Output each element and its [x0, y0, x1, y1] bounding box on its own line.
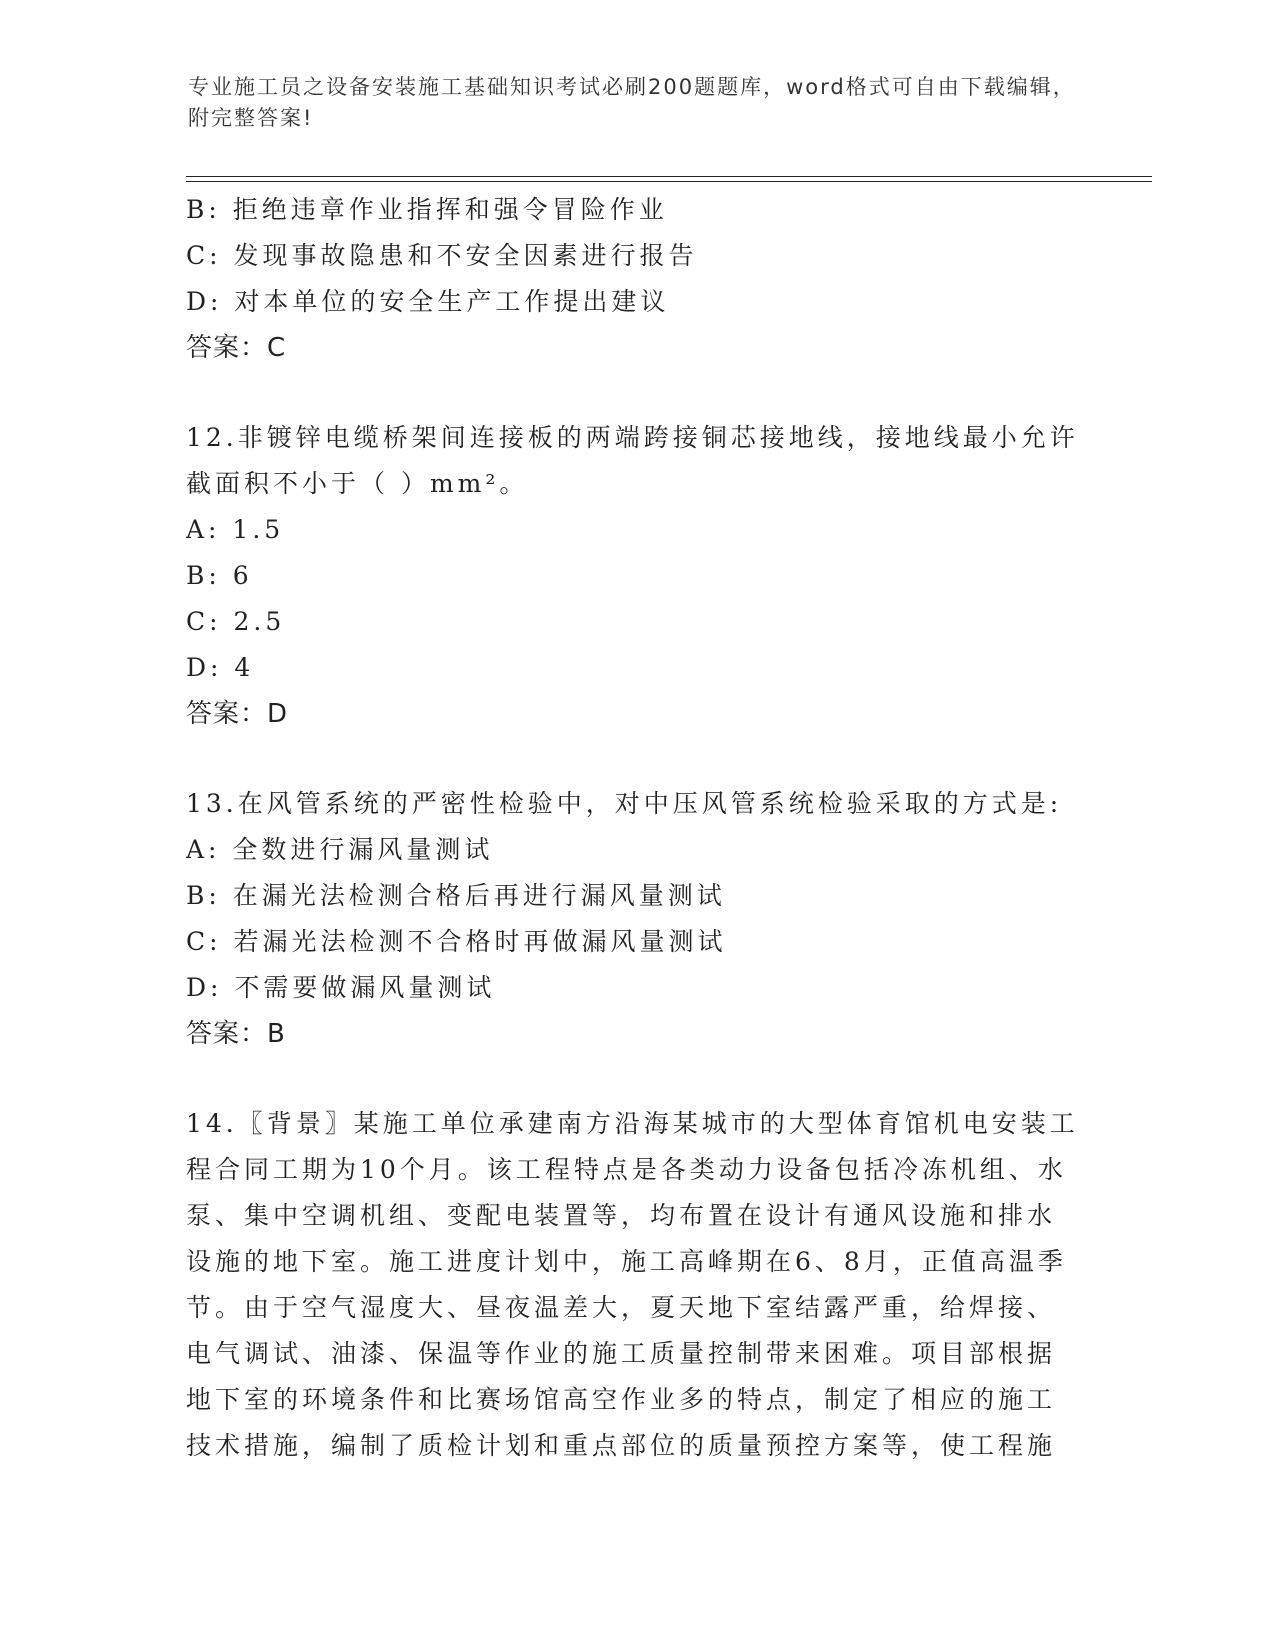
paragraph-line: 14.〖背景〗某施工单位承建南方沿海某城市的大型体育馆机电安装工 [186, 1109, 1079, 1138]
option-b: B: 拒绝违章作业指挥和强令冒险作业 [186, 195, 668, 224]
paragraph-line: 节。由于空气湿度大、昼夜温差大，夏天地下室结露严重，给焊接、 [186, 1293, 1057, 1322]
spacer [186, 737, 1086, 781]
question-12 [186, 415, 1086, 737]
paragraph-line: 设施的地下室。施工进度计划中，施工高峰期在6、8月，正值高温季 [186, 1247, 1067, 1276]
option-d: D: 对本单位的安全生产工作提出建议 [186, 287, 670, 316]
option-a: A: 全数进行漏风量测试 [186, 835, 494, 864]
question-11 [186, 187, 1086, 371]
paragraph-line: 地下室的环境条件和比赛场馆高空作业多的特点，制定了相应的施工 [186, 1385, 1057, 1414]
header-divider-bottom [186, 181, 1152, 182]
paragraph-line: 电气调试、油漆、保温等作业的施工质量控制带来困难。项目部根据 [186, 1339, 1057, 1368]
question-14 [186, 1101, 1079, 1469]
question-13 [186, 781, 1086, 1057]
option-a: A: 1.5 [186, 515, 285, 544]
paragraph-line: 技术措施，编制了质检计划和重点部位的质量预控方案等，使工程施 [186, 1431, 1057, 1460]
answer: 答案：B [186, 1019, 286, 1049]
spacer [186, 1057, 1086, 1101]
option-b: B: 6 [186, 561, 253, 590]
option-d: D: 不需要做漏风量测试 [186, 973, 496, 1002]
option-c: C: 若漏光法检测不合格时再做漏风量测试 [186, 927, 727, 956]
paragraph-line: 泵、集中空调机组、变配电装置等，均布置在设计有通风设施和排水 [186, 1201, 1057, 1230]
question-text-line-1: 12.非镀锌电缆桥架间连接板的两端跨接铜芯接地线，接地线最小允许 [186, 423, 1079, 452]
question-text: 13.在风管系统的严密性检验中，对中压风管系统检验采取的方式是: [186, 789, 1063, 818]
answer: 答案：D [186, 699, 289, 729]
option-d: D: 4 [186, 653, 255, 682]
answer: 答案：C [186, 333, 287, 363]
paragraph-line: 程合同工期为10个月。该工程特点是各类动力设备包括冷冻机组、水 [186, 1155, 1067, 1184]
spacer [186, 371, 1086, 415]
header-divider-top [186, 176, 1152, 177]
document-body [186, 187, 1086, 1469]
option-b: B: 在漏光法检测合格后再进行漏风量测试 [186, 881, 726, 910]
option-c: C: 2.5 [186, 607, 286, 636]
question-text-line-2: 截面积不小于（ ）mm²。 [186, 469, 529, 498]
option-c: C: 发现事故隐患和不安全因素进行报告 [186, 241, 698, 270]
document-header: 专业施工员之设备安装施工基础知识考试必刷200题题库，word格式可自由下载编辑，附完整答案! [188, 75, 1076, 130]
